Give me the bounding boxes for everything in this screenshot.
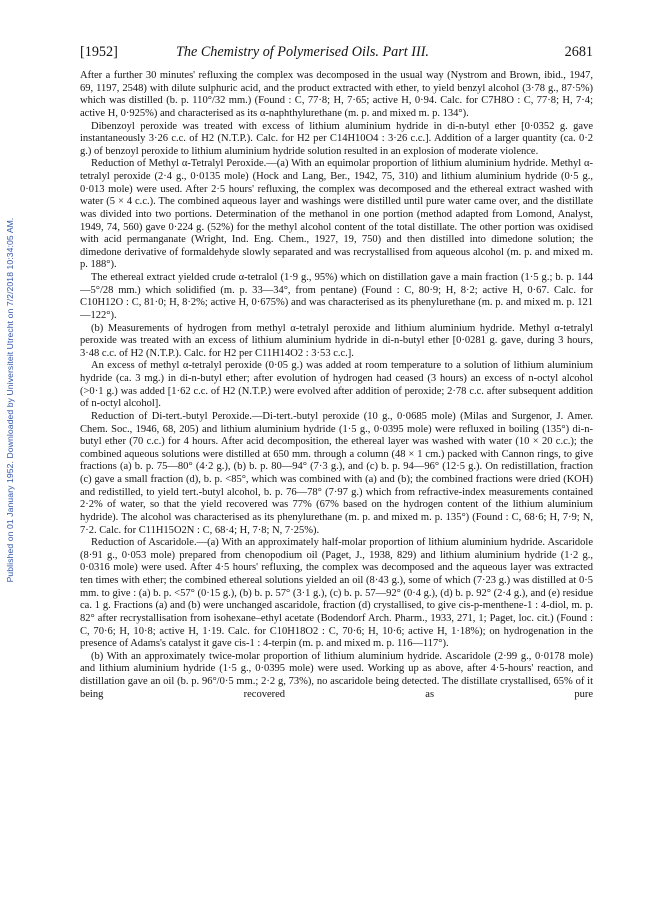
paragraph: Reduction of Di-tert.-butyl Peroxide.—Di-tert.-butyl peroxide (10 g., 0·0685 mole) (Milas and Surgenor, J. Amer. Chem. Soc., 1946, 68, 205) and lithium aluminium hydride (1·5 g., 0·0395 mole) were refluxed in boiling (135°) di-n-butyl ether (70 c.c.) for 4 hours. After acid decomposition, the ethereal layer was washed with water (10 × 20 c.c.); the combined aqueous solutions were distilled at 650 mm. through a column (48 × 1 cm.) packed with Cannon rings, to give fractions (a) b. p. 75—80° (4·2 g.), (b) b. p. 80—94° (7·3 g.), and (c) b. p. 94—96° (12·5 g.). On redistillation, fraction (c) gave a small fraction (d), b. p. <85°, which was combined with (a) and (b); the combined fractions were dried (KOH) and redistilled, to yield tert.-butyl alcohol, b. p. 76—78° (7·97 g.) which from refractive-index measurements contained 2·2% of water, so that the yield recovered was 77% (67% based on the hydrogen content of the lithium aluminium hydride). The alcohol was characterised as its phenylurethane (m. p. and mixed m. p. 135°) (Found : C, 68·6; H, 7·9; N, 7·2. Calc. for C11H15O2N : C, 68·4; H, 7·8; N, 7·25%). <box>80 410 593 536</box>
header-title: The Chemistry of Polymerised Oils. Part III. <box>176 44 429 60</box>
paragraph: (b) With an approximately twice-molar proportion of lithium aluminium hydride. Ascaridole (2·99 g., 0·0178 mole) and lithium aluminium hydride (1·5 g., 0·0395 mole) were used. Working up as above, after 4·5-hours' reaction, and distillation gave an oil (b. p. 96°/0·5 mm.; 2·2 g, 73%), no ascaridole being detected. The distillate crystallised, 65% of it being recovered as pure <box>80 650 593 700</box>
paragraph: An excess of methyl α-tetralyl peroxide (0·05 g.) was added at room temperature to a solution of lithium aluminium hydride (ca. 3 mg.) in di-n-butyl ether; after evolution of hydrogen had ceased (3 hours) an excess of n-octyl alcohol (>0·1 g.) was added [1·62 c.c. of H2 (N.T.P.) were evolved after addition of peroxide; 2·78 c.c. after subsequent addition of n-octyl alcohol]. <box>80 360 593 410</box>
paragraph: Dibenzoyl peroxide was treated with excess of lithium aluminium hydride in di-n-butyl ether [0·0352 g. gave instantaneously 3·26 c.c. of H2 (N.T.P.). Calc. for H2 per C14H10O4 : 3·26 c.c.]. Addition of a larger quantity (ca. 0·2 g.) of benzoyl peroxide to lithium aluminium hydride solution resulted in an explosion of moderate violence. <box>80 120 593 157</box>
watermark-text: Published on 01 January 1952. Downloaded by Universiteit Utrecht on 7/2/2018 10:34:05 AM. <box>5 217 15 583</box>
paragraph: (b) Measurements of hydrogen from methyl α-tetralyl peroxide and lithium aluminium hydride. Methyl α-tetralyl peroxide was treated with an excess of lithium aluminium hydride in di-n-butyl ether [0·0281 g. gave, during 3 hours, 3·48 c.c. of H2 (N.T.P.). Calc. for H2 per C11H14O2 : 3·53 c.c.]. <box>80 322 593 359</box>
article-body <box>80 70 593 701</box>
running-header <box>80 44 593 62</box>
paragraph: After a further 30 minutes' refluxing the complex was decomposed in the usual way (Nystrom and Brown, ibid., 1947, 69, 1197, 2548) with dilute sulphuric acid, and the product extracted with ether, to yield benzyl alcohol (3·78 g., 87·5%) which was distilled (b. p. 110°/32 mm.) (Found : C, 77·8; H, 7·65; active H, 0·94. Calc. for C7H8O : C, 77·8; H, 7·4; active H, 0·925%) and characterised as its α-naphthylurethane (m. p. and mixed m. p. 134°). <box>80 70 593 119</box>
paragraph: Reduction of Methyl α-Tetralyl Peroxide.—(a) With an equimolar proportion of lithium aluminium hydride. Methyl α-tetralyl peroxide (2·4 g., 0·0135 mole) (Hock and Lang, Ber., 1942, 75, 310) and lithium aluminium hydride (0·5 g., 0·013 mole) were used. After 2·5 hours' refluxing, the complex was decomposed and the ethereal extract washed with water (5 × 4 c.c.). The combined aqueous layer and washings were distilled until pure water came over, and the distillate was divided into two portions. Determination of the methanol in one portion (method adapted from Lomond, Analyst, 1949, 74, 560) gave 0·224 g. (52%) for the methyl alcohol content of the total distillate. The other portion was oxidised with acid permanganate (Wright, Ind. Eng. Chem., 1927, 19, 750) and then distilled into dimedone solution; the dimedone derivative of formaldehyde slowly separated and was recrystallised from aqueous alcohol (m. p. and mixed m. p. 188°). <box>80 158 593 271</box>
download-watermark <box>2 120 18 680</box>
header-year: [1952] <box>80 44 118 60</box>
page-number: 2681 <box>564 44 593 60</box>
paragraph: Reduction of Ascaridole.—(a) With an approximately half-molar proportion of lithium aluminium hydride. Ascaridole (8·91 g., 0·053 mole) prepared from chenopodium oil (Paget, J., 1938, 829) and lithium aluminium hydride (1·2 g., 0·0316 mole) were used. After 4·5 hours' refluxing, the complex was decomposed and the aqueous layer was extracted ten times with ether; the combined ethereal solutions yielded an oil (8·43 g.), some of which (7·23 g.) was distilled at 0·5 mm. to give : (a) b. p. <57° (0·15 g.), (b) b. p. 57° (3·1 g.), (c) b. p. 57—92° (0·4 g.), (d) b. p. 92° (2·4 g.), and (e) residue ca. 1 g. Fractions (a) and (b) were unchanged ascaridole, fraction (d) crystallised, to give cis-p-menthene-1 : 4-diol, m. p. 82° after recrystallisation from isohexane–ethyl acetate (Bodendorf Arch. Pharm., 1933, 271, 1; Paget, loc. cit.) (Found : C, 70·6; H, 10·8; active H, 1·19. Calc. for C10H18O2 : C, 70·6; H, 10·6; active H, 1·18%); on hydrogenation in the presence of Adams's catalyst it gave cis-1 : 4-terpin (m. p. and mixed m. p. 116—117°). <box>80 537 593 650</box>
paragraph: The ethereal extract yielded crude α-tetralol (1·9 g., 95%) which on distillation gave a main fraction (1·5 g.; b. p. 144—5°/28 mm.) which solidified (m. p. 33—34°, from pentane) (Found : C, 80·9; H, 8·2; active H, 0·67. Calc. for C10H12O : C, 81·0; H, 8·2%; active H, 0·675%) and was characterised as its phenylurethane (m. p. and mixed m. p. 121—122°). <box>80 272 593 321</box>
